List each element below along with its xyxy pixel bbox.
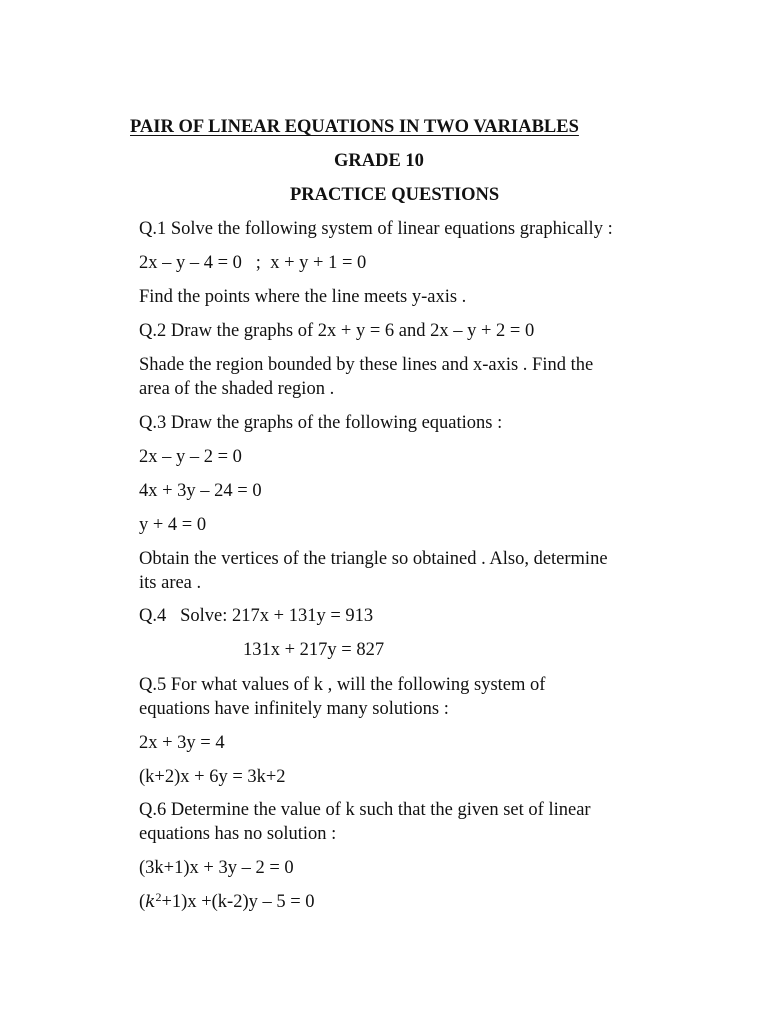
q2-followup-line2: area of the shaded region . xyxy=(139,379,335,399)
q3-followup-line2: its area . xyxy=(139,573,202,593)
q5-equation-2: (k+2)x + 6y = 3k+2 xyxy=(139,767,286,787)
q6-prompt-line2: equations has no solution : xyxy=(139,824,337,844)
q2-followup-line1: Shade the region bounded by these lines and x-axis . Find the xyxy=(139,355,594,375)
q4-prompt: Q.4 Solve: 217x + 131y = 913 xyxy=(139,606,374,626)
q6-equation-2-rest: +1)x +(k-2)y – 5 = 0 xyxy=(161,892,315,912)
q5-equation-1: 2x + 3y = 4 xyxy=(139,733,225,753)
q2-prompt: Q.2 Draw the graphs of 2x + y = 6 and 2x – y + 2 = 0 xyxy=(139,321,535,341)
q6-equation-2-k: k xyxy=(145,892,156,912)
q5-prompt-line1: Q.5 For what values of k , will the following system of xyxy=(139,675,546,695)
q6-equation-2-exponent: 2 xyxy=(155,890,162,904)
q3-prompt: Q.3 Draw the graphs of the following equations : xyxy=(139,413,503,433)
q5-prompt-line2: equations have infinitely many solutions : xyxy=(139,699,449,719)
q3-equation-3: y + 4 = 0 xyxy=(139,515,207,535)
q6-equation-2 xyxy=(139,890,315,912)
document-title: PAIR OF LINEAR EQUATIONS IN TWO VARIABLES xyxy=(130,117,579,137)
grade-heading: GRADE 10 xyxy=(334,151,424,171)
q3-followup-line1: Obtain the vertices of the triangle so obtained . Also, determine xyxy=(139,549,608,569)
q3-equation-1: 2x – y – 2 = 0 xyxy=(139,447,242,467)
q1-prompt: Q.1 Solve the following system of linear equations graphically : xyxy=(139,219,613,239)
practice-heading: PRACTICE QUESTIONS xyxy=(290,185,500,205)
q1-followup: Find the points where the line meets y-axis . xyxy=(139,287,467,307)
q6-prompt-line1: Q.6 Determine the value of k such that the given set of linear xyxy=(139,800,591,820)
q4-equation-2: 131x + 217y = 827 xyxy=(243,640,385,660)
q1-equations: 2x – y – 4 = 0 ; x + y + 1 = 0 xyxy=(139,253,367,273)
q6-equation-1: (3k+1)x + 3y – 2 = 0 xyxy=(139,858,294,878)
q6-equation-2-open: ( xyxy=(139,892,146,912)
q3-equation-2: 4x + 3y – 24 = 0 xyxy=(139,481,262,501)
